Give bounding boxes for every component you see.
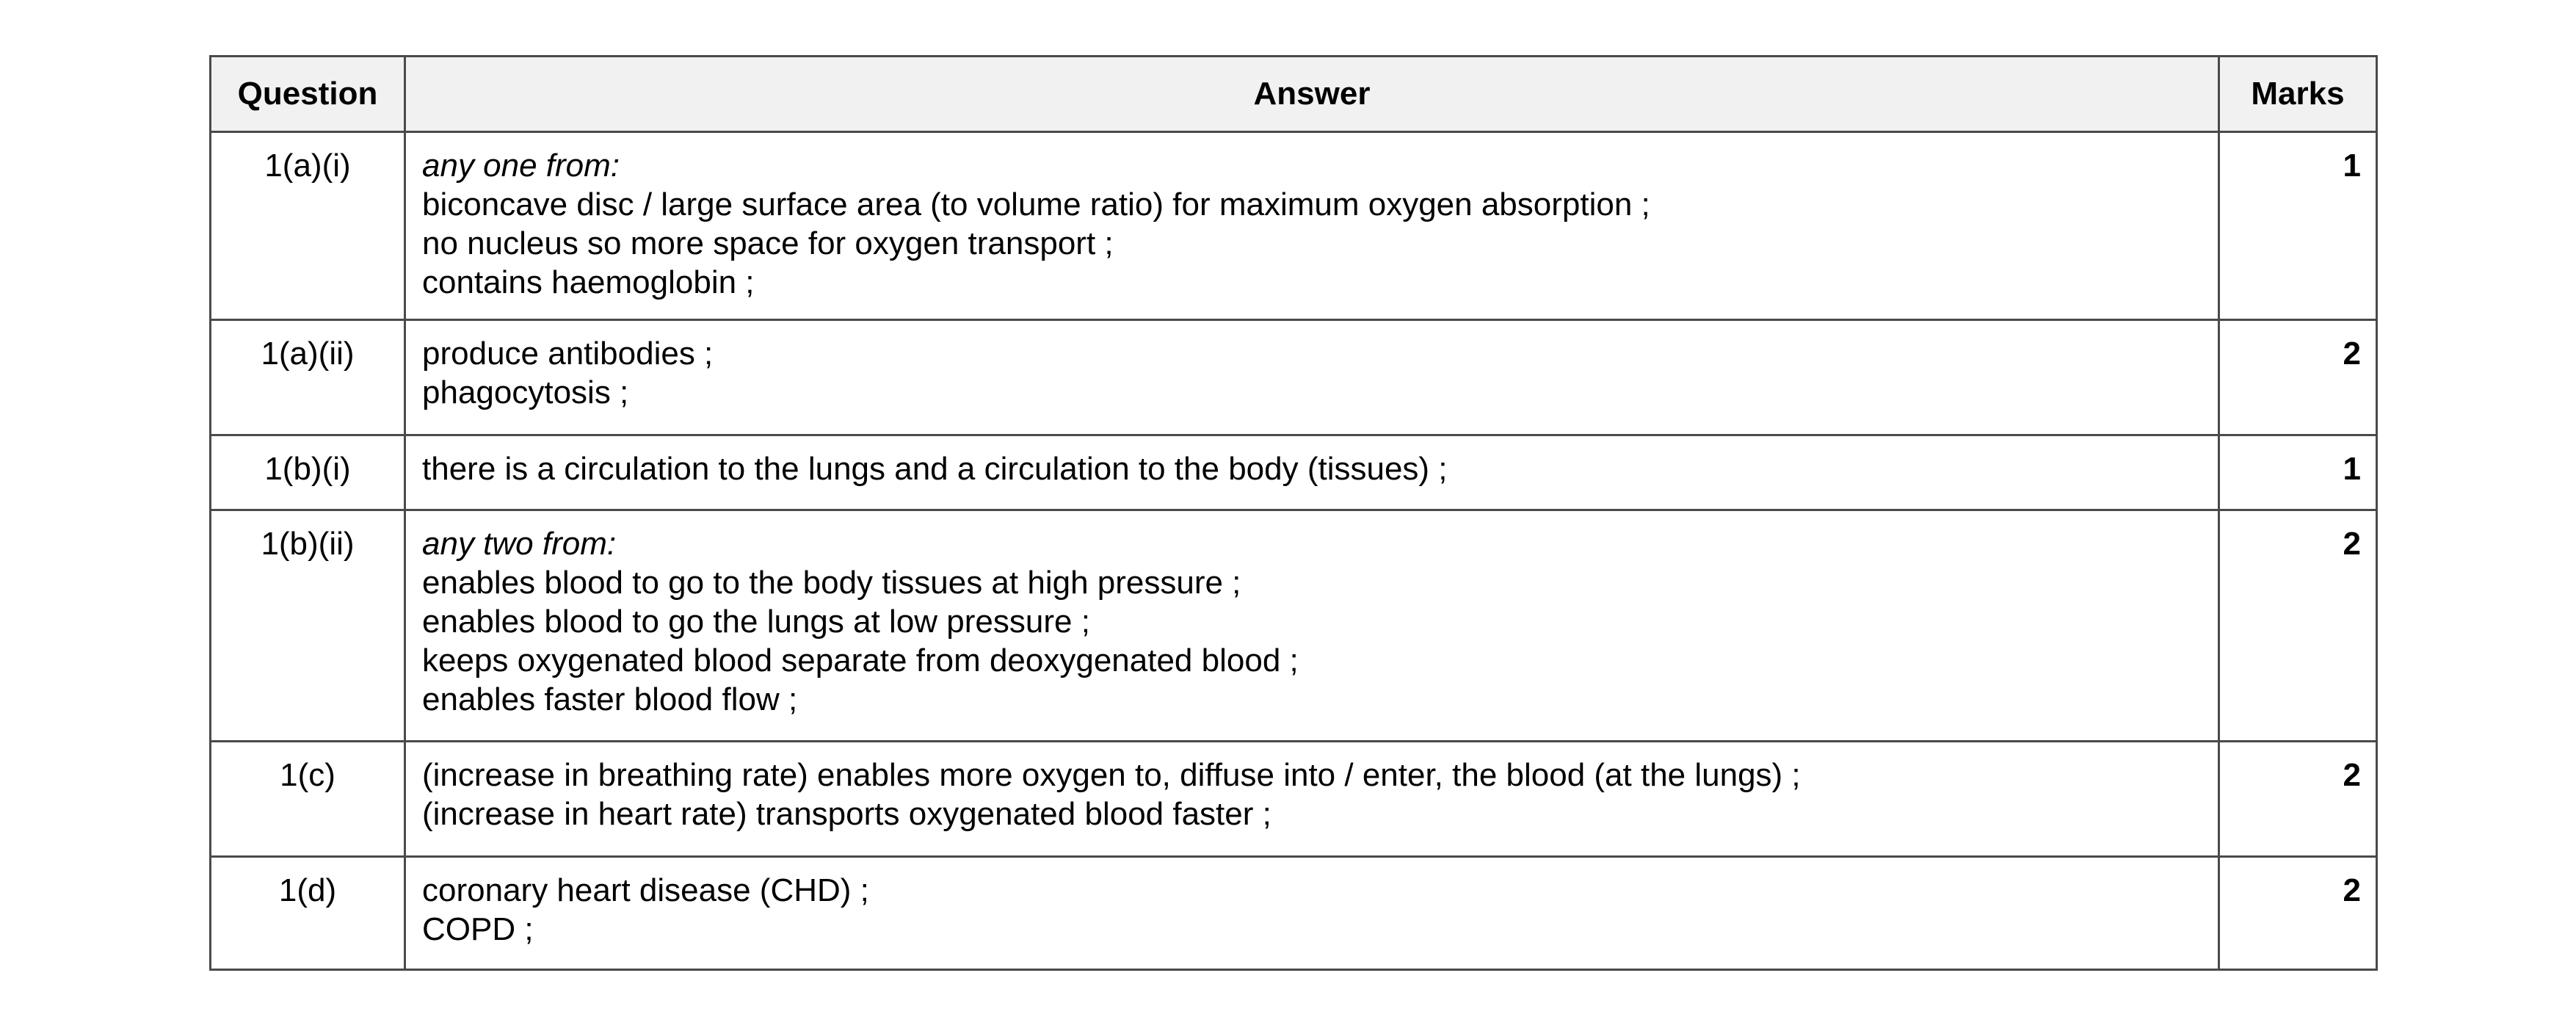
answer-line: biconcave disc / large surface area (to volume ratio) for maximum oxygen absorption ;	[422, 187, 1650, 222]
question-number: 1(d)	[211, 857, 405, 970]
answer-cell	[405, 742, 2219, 857]
answer-line: coronary heart disease (CHD) ;	[422, 872, 869, 908]
answer-line: phagocytosis ;	[422, 374, 629, 410]
question-column-header: Question	[211, 57, 405, 132]
table-row	[211, 435, 2377, 510]
table-row	[211, 742, 2377, 857]
mark-scheme-table	[209, 55, 2378, 971]
marks-column-header: Marks	[2219, 57, 2377, 132]
table-row	[211, 132, 2377, 320]
question-number: 1(b)(i)	[211, 435, 405, 510]
answer-cell	[405, 132, 2219, 320]
answer-line: keeps oxygenated blood separate from deoxygenated blood ;	[422, 643, 1299, 678]
question-number: 1(a)(ii)	[211, 320, 405, 435]
answer-line: (increase in heart rate) transports oxygenated blood faster ;	[422, 796, 1271, 832]
marks-value: 2	[2219, 320, 2377, 435]
answer-cell	[405, 510, 2219, 742]
answer-cell	[405, 857, 2219, 970]
answer-cell	[405, 320, 2219, 435]
marks-value: 1	[2219, 435, 2377, 510]
answer-line: no nucleus so more space for oxygen transport ;	[422, 225, 1114, 261]
header-row	[211, 57, 2377, 132]
answer-instruction: any two from:	[422, 526, 617, 562]
marks-value: 1	[2219, 132, 2377, 320]
question-number: 1(a)(i)	[211, 132, 405, 320]
answer-column-header: Answer	[405, 57, 2219, 132]
answer-line: contains haemoglobin ;	[422, 264, 755, 300]
answer-cell	[405, 435, 2219, 510]
table-row	[211, 857, 2377, 970]
table-row	[211, 510, 2377, 742]
answer-line: (increase in breathing rate) enables more oxygen to, diffuse into / enter, the blood (at the lungs) ;	[422, 757, 1801, 793]
answer-line: produce antibodies ;	[422, 336, 714, 372]
marks-value: 2	[2219, 510, 2377, 742]
answer-line: there is a circulation to the lungs and a circulation to the body (tissues) ;	[422, 451, 1448, 487]
answer-instruction: any one from:	[422, 148, 620, 184]
answer-line: enables blood to go the lungs at low pressure ;	[422, 604, 1090, 640]
marks-value: 2	[2219, 857, 2377, 970]
question-number: 1(c)	[211, 742, 405, 857]
marks-value: 2	[2219, 742, 2377, 857]
answer-line: enables blood to go to the body tissues at high pressure ;	[422, 565, 1241, 601]
table-row	[211, 320, 2377, 435]
answer-line: COPD ;	[422, 911, 534, 947]
answer-line: enables faster blood flow ;	[422, 681, 798, 717]
question-number: 1(b)(ii)	[211, 510, 405, 742]
